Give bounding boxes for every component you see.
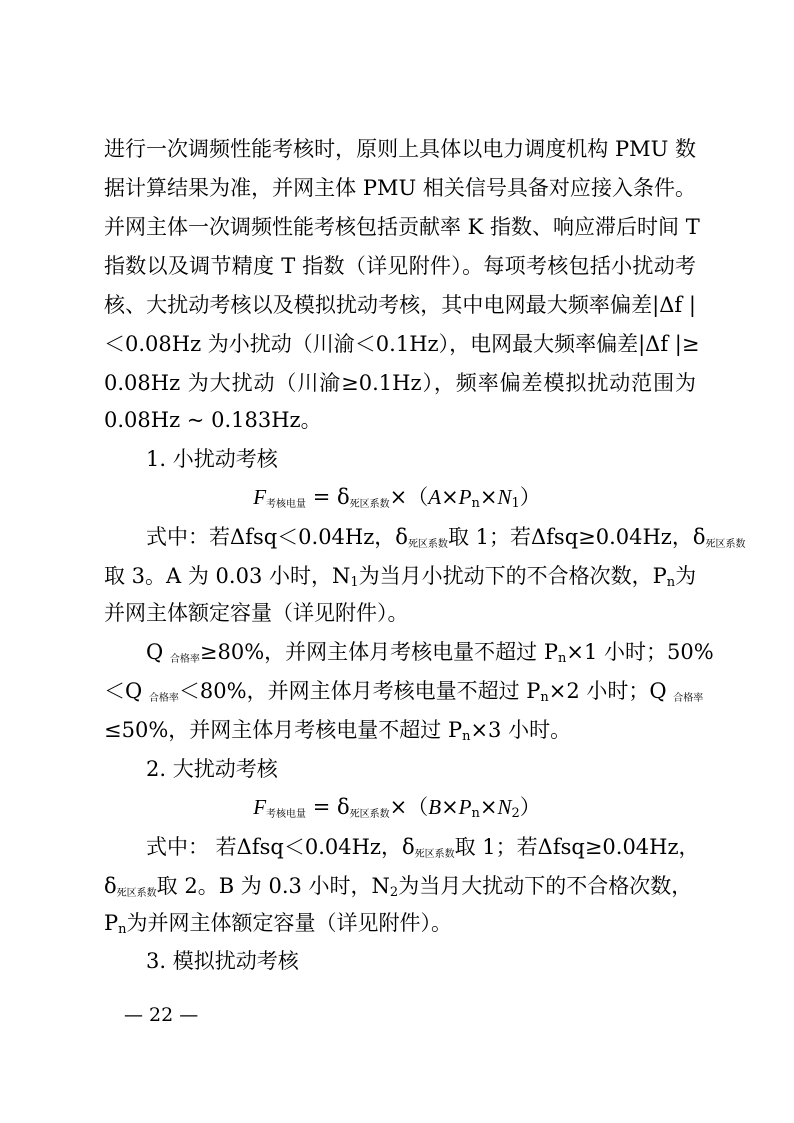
text-line-6: ＜0.08Hz 为小扰动（川渝＜0.1Hz），电网最大频率偏差|Δf |≥ <box>104 332 700 356</box>
inline-subscript: 死区系数 <box>407 539 448 550</box>
inline-subscript: n <box>666 575 676 590</box>
inline-text: 为 <box>675 564 697 588</box>
formula-symbol: P <box>458 485 472 509</box>
inline-subscript: 合格率 <box>148 693 179 704</box>
inline-text: ≤50%，并网主体月考核电量不超过 P <box>104 718 463 742</box>
formula-subscript: 考核电量 <box>266 809 307 820</box>
formula-large-disturbance <box>0 792 794 830</box>
inline-subscript: n <box>118 922 127 937</box>
formula-symbol: N <box>497 485 512 509</box>
formula-subscript: 1 <box>511 496 520 511</box>
formula-subscript: 死区系数 <box>349 499 390 510</box>
paragraph-line <box>146 832 700 870</box>
text-line-1: 进行一次调频性能考核时，原则上具体以电力调度机构 PMU 数 <box>104 137 696 161</box>
paragraph-line <box>104 908 696 945</box>
paragraph-line <box>104 715 696 752</box>
inline-text: ＜Q <box>104 679 149 703</box>
text-line-2: 据计算结果为准，并网主体 PMU 相关信号具备对应接入条件。 <box>104 176 696 200</box>
formula-text: × <box>479 485 498 509</box>
text-line-3: 并网主体一次调频性能考核包括贡献率 K 指数、响应滞后时间 T <box>104 215 700 239</box>
formula-subscript: 考核电量 <box>266 499 307 510</box>
formula-symbol: F <box>253 795 267 819</box>
inline-subscript: n <box>557 651 567 666</box>
formula-symbol: B <box>428 795 442 819</box>
formula-text: ×（ <box>389 485 429 509</box>
inline-text: 为并网主体额定容量（详见附件）。 <box>126 911 453 935</box>
formula-text: ） <box>519 485 541 509</box>
inline-text: 取 2。B 为 0.3 小时，N <box>156 874 390 898</box>
inline-text: ×2 小时；Q <box>548 679 674 703</box>
inline-subscript: 合格率 <box>673 693 704 704</box>
text-line-8: 0.08Hz ~ 0.183Hz。 <box>104 408 322 432</box>
inline-text: ×1 小时；50% <box>566 640 714 664</box>
paragraph-line <box>104 871 696 909</box>
formula-subscript: 死区系数 <box>349 809 390 820</box>
inline-text: 取 1；若Δfsq≥0.04Hz，δ <box>447 525 706 549</box>
inline-subscript: n <box>540 690 549 705</box>
formula-text: ×（ <box>389 795 429 819</box>
formula-symbol: N <box>497 795 512 819</box>
formula-text: × <box>441 485 459 509</box>
formula-text: ） <box>519 795 541 819</box>
text-line-5: 核、大扰动考核以及模拟扰动考核，其中电网最大频率偏差|Δf | <box>104 293 696 317</box>
inline-text: 为当月小扰动下的不合格次数，P <box>358 564 667 588</box>
paragraph-line <box>104 676 704 714</box>
inline-text: ＜80%，并网主体月考核电量不超过 P <box>178 679 541 703</box>
inline-text: 式中：若Δfsq＜0.04Hz，δ <box>146 525 408 549</box>
inline-text: δ <box>104 874 117 898</box>
text-line-4: 指数以及调节精度 T 指数（详见附件）。每项考核包括小扰动考 <box>104 254 696 278</box>
inline-subscript: 合格率 <box>169 654 200 665</box>
paragraph-line <box>104 561 696 598</box>
formula-subscript: n <box>471 496 480 511</box>
inline-subscript: 死区系数 <box>414 849 455 860</box>
inline-text: 式中： 若Δfsq＜0.04Hz，δ <box>146 835 415 859</box>
formula-text: × <box>479 795 498 819</box>
inline-text: 取 3。A 为 0.03 小时，N <box>104 564 351 588</box>
section-heading-small-disturbance: 1. 小扰动考核 <box>146 447 278 471</box>
section-heading-simulated-disturbance: 3. 模拟扰动考核 <box>146 949 299 973</box>
inline-text: P <box>104 911 119 935</box>
inline-text: 取 1；若Δfsq≥0.04Hz， <box>454 835 700 859</box>
paragraph-line <box>146 637 714 675</box>
section-heading-large-disturbance: 2. 大扰动考核 <box>146 757 278 781</box>
paragraph-line <box>146 522 746 560</box>
formula-text: = δ <box>306 485 350 509</box>
text-line-7: 0.08Hz 为大扰动（川渝≥0.1Hz），频率偏差模拟扰动范围为 <box>104 371 696 395</box>
formula-small-disturbance <box>0 482 794 520</box>
inline-subscript: 2 <box>389 885 399 900</box>
inline-subscript: 死区系数 <box>116 888 157 899</box>
inline-text: ≥80%，并网主体月考核电量不超过 P <box>199 640 558 664</box>
formula-text: × <box>441 795 459 819</box>
inline-subscript: 1 <box>350 575 359 590</box>
formula-text: = δ <box>306 795 350 819</box>
inline-text: Q <box>146 640 170 664</box>
formula-symbol: F <box>253 485 267 509</box>
formula-symbol: A <box>428 485 442 509</box>
page-number: — 22 — <box>124 1004 199 1026</box>
paragraph-line: 并网主体额定容量（详见附件）。 <box>104 601 409 625</box>
inline-subscript: n <box>462 729 471 744</box>
inline-text: 为当月大扰动下的不合格次数， <box>398 874 693 898</box>
inline-text: ×3 小时。 <box>470 718 572 742</box>
formula-symbol: P <box>458 795 472 819</box>
formula-subscript: 2 <box>511 806 520 821</box>
inline-subscript: 死区系数 <box>705 539 746 550</box>
formula-subscript: n <box>471 806 480 821</box>
